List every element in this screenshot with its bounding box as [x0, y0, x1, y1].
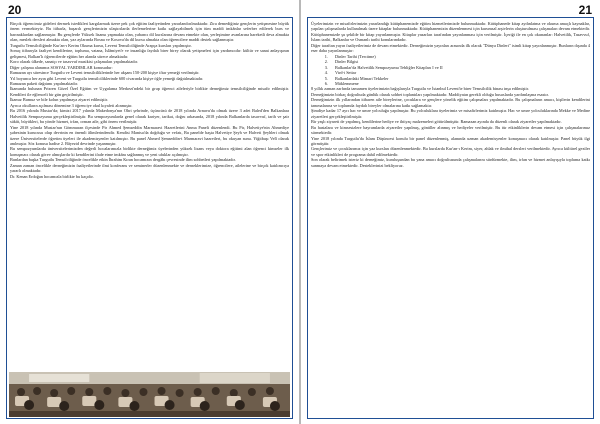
body-paragraph: Bir yaşlı ziyareti de yapılmış, kendilerine hediye ve ihtiyaç malzemeleri götürülmüştür. Ramazan ayında da düzenli olarak ziyaretler yapılmaktadır.	[311, 119, 562, 125]
list-item: 3. Balkanlar'da Halvetilik Sempozyumu Tebliğler Kitapları I ve II	[329, 65, 590, 70]
body-paragraph: Kütüphanemizde şu şekilde bir kitap yayınlanmıştır. Kitaplar yazarları tarafından yayınlanması için verilmiştir. İçeriği ile en çok okunanlar: Halvetilik, Tasavvuf, İslam tarihi, Balkanlar ve Osmanlı tarihi konularındadır.	[311, 31, 590, 43]
body-paragraph: Bu sempozyumlarda üniversitelerimizden değerli hocalarımızla birlikte derneğimiz üyelerinden yüksek lisans veya doktora eğitimi alan öğrenci kimseler ilk konuşmacı olarak görev almışlardır ki kendilerini ifade etme imkânı sağlanmış ve yeni ufuklar açılmıştır.	[10, 146, 289, 157]
body-paragraph: Derneğimizin ilk yıllarından itibaren aile bireylerine, çocuklara ve gençlere yönelik eğitim çalışmaları yapılmaktadır. Bu çalışmaların amacı, kişilerin kendilerini tanımalarına ve toplumda faydalı bireyler olmalarına katkı sağlamaktır.	[311, 97, 590, 108]
right-page	[301, 0, 600, 424]
body-paragraph: Bunlardan başka Turgutlu Temsilciliğinde öncelikle etkin İbrahim Kıran hocamızın dergâhı çevresinde ilim sohbetleri yapılmaktadır.	[10, 157, 236, 163]
body-paragraph: Yine 2018 yılında Turgutlu'da İslam Düşüncesi konulu bir panel düzenlenmiş, alanında uzman akademisyenler konuşmacı olarak katılmıştır. Panel büyük ilgi görmüştür.	[311, 135, 590, 146]
body-paragraph: Ramazan paketi dağıtımı yapılmaktadır.	[10, 80, 78, 86]
publications-list	[311, 54, 590, 87]
page-number-right: 21	[578, 3, 592, 17]
left-page	[0, 0, 299, 424]
body-paragraph: Diğer çalışma alanımız SOSYAL YARDIMLAR konusudur:	[10, 64, 113, 70]
body-paragraph: Birçok öğrencimiz gideleri dermek istedikleri kargılarmak üzere pek çok eğitim faaliyetinden yararlandırılmaktadır. Zira demediğiniz gençlerin yetişmesine büyük önem vermekteyiz. Bu itibarla, başarılı gençlerimizin ulaştırılarda ilerlemelerine katkı sağlayabilmek için tüm maddi imkânlar seferber edilerek burs ve barınaklardan sağlanmıştır. Bu gençlerde Yüksek lisansı yapmakta olan, yabancı dil kurslarına devam etmekte olan, yerleşimine avanlarına hareketli deva almakta olan, meslek dersleri almakta olan, yaz aylarında Bosna ve Kosova'da dil kursu almakta olan öğrencilere maddi destek sağlanmıştır.	[10, 21, 289, 43]
left-text-frame	[6, 17, 293, 419]
list-item: 5. Balkanlardaki Mimari Tekkeler	[329, 76, 590, 81]
body-paragraph: Ayrıca okulların açılması dönemine 3 öğrenciye okul kıyafeti alınmıştır.	[10, 102, 133, 108]
audience-photo	[9, 372, 290, 417]
list-item: 6. Müklemmene	[329, 81, 590, 86]
body-paragraph: Bu 2016 yılında Mustar'da; kimizi 2017 yılında Makedonya'nın Ohri şehrinde, üçüncüsü de 2018 yılında Arnavu'da olmak üzere 3 adet Baled'den Balkanlara Halvetilik Sempozyumu gerçekleştirilmiştir. Bu sempozyumlarda genel olarak kariyer, tarikat, doğru arkasında, 2018 yılında Balkanlarda tasavvuf, tarih ve şair sükût, büyükleri, bu yönde hizmet, irfan, orman aile, gibi önem verilmiştir.	[10, 108, 289, 125]
page-number-left: 20	[8, 3, 22, 17]
body-paragraph: Yıl boyunca her ayın gibi Levent ve Turgutlu temsilciliklerinde 600 civarında kişiye öğle yemeği dağıtılmaktadır.	[10, 75, 204, 81]
body-paragraph: İkamında bulunan Prizren Gözel Özel Eğitim ve Uygulama Merkezi'ndeki bir grup öğrenci aileleriyle birlikte derneğimiz temsilciliğinde misafir edilmiştir. Kendileri ile eğlenceli bir gün geçirilmiştir.	[10, 86, 289, 97]
body-paragraph: Turgutlu Temsilciliğinde Kur'an-ı Kerim Okuma kursu, Levent Temsilciliğinde Arapça kursları yapılmıştır.	[10, 42, 192, 48]
body-paragraph: Gençlerimiz ve çocuklarımız için yaz kursları düzenlenmektedir. Bu kurslarda Kur'an-ı Kerim, siyer, ahlak ve ilmihal dersleri verilmektedir. Ayrıca kültürel geziler ve spor etkinlikleri de programa dahil edilmektedir.	[311, 146, 590, 157]
body-paragraph: Koro olarak ülkede, sanatçı ve tasavvuf musikisi çalışmaları yapılmaktadır.	[10, 59, 138, 65]
body-paragraph: Derneğimizin birkaç doğrultuda günlük olarak sohbet toplantıları yapılmaktadır. Maddiyatın gerekli olduğu hususlarda yardımlaşma esastır.	[311, 91, 549, 97]
body-paragraph: İkamız Bumuz ve bile kolun yapılmaya ziyaret edilmiştir.	[10, 97, 108, 103]
list-item: 2. Dinler Bilgisi	[329, 59, 590, 64]
body-paragraph: Bu hastalara ve kimsesizlere bayramlarda ziyaretler yapılmış, gönüller alınmış ve hediyeler verilmiştir. Bu tür etkinliklerin devam etmesi için çalışmalarımız sürmektedir.	[311, 124, 590, 136]
right-text-frame	[307, 17, 594, 419]
body-paragraph: 8 yıllık zaman zarfında tamamen üyelerimizin bağışlarıyla Turgutlu ve İstanbul Levent'te birer Temsilcilik binası inşa edilmiştir.	[311, 86, 529, 92]
audience-photo-graphic	[9, 372, 290, 417]
body-paragraph: Şimdiye kadar 17 ayrı hac ve umre yolculuğu yapılmıştır. Bu yolculuklara üyelerimiz ve misafirlerimiz katılmıştır. Hac ve umre yolculuklarında Mekke ve Medine ziyaretleri gerçekleştirilmiştir.	[311, 108, 590, 119]
body-paragraph: Diğer taraftan yayın faaliyetlerimiz de devam etmektedir. Derneğimizin yayınları arasında ilk olarak "Dünya Dinleri" isimli kitap yayınlanmıştır. Bunların dışında 4 eser daha yayınlanmıştır:	[311, 42, 590, 54]
list-item: 1. Dinler Tarihi (Tercüme)	[329, 54, 590, 59]
body-paragraph: Dr. Kenan Erdoğan hocamızla birlikte bu kaçıdır.	[10, 173, 94, 179]
body-paragraph: Ramazan ayı süresince Turgutlu ve Levent temsilciliklerinde her akşam 150-200 kişiye iftar yemeği verilmiştir.	[10, 70, 200, 76]
body-paragraph: Son olarak belirtmek isteriz ki derneğimiz, kuruluşundan bu yana amacı doğrultusunda çalışmalarını sürdürmekte, ilim, irfan ve hizmet anlayışıyla topluma katkı sunmaya devam etmektedir. Desteklerinizi bekliyoruz.	[311, 157, 590, 168]
body-paragraph: Yine 2018 yılında Mustar'nın Gömmuran ilçesinde Pir Ahmed Şemseddin Marmaravi Hazretlerini Anma Paneli düzenlendi. Bu Pir, Halvetiye'nin Ahmediye şubesinin kurucusu olup devrinin en önemli âlimlerindendir. Kendisi Manisa'da doğduğu ve vefatı, Bu panelde başta Halvetiye Şeyh ve Halveti Şeyhleri olmak üzere Üniversitelerde öğretim üyeleri ile akademisyenler katılmıştır. Bu panel Ahmed Şemseddin-i Marmaravi hazretleri, bu okuyan sunu. Yiğitbaşı Velî olarak anılmıştır. Söz konusu hadise 2. Bâyezid devrinde yaşanmıştır.	[10, 124, 289, 146]
body-paragraph: Zaman zaman öncelikle derneğimizin faaliyetlerinde ilmi konferans ve seminerler düzenlenmekte ve derneklerimize, öğrencilere, ailelerine ve birçok katılımcıya yararlı olmaktadır.	[10, 162, 289, 174]
body-paragraph: Üyelerimizin ve misafirlerimizin yararlandığı kütüphanemizde eğitim hizmetlerimizde bulunmaktadır. Kütüphanede kitap aydınlatma ve okuma amaçlı kaynaklar, yapılan çalışmalarda kullanılmak üzere kitaplar bulunmaktadır. Kütüphanemizin düzenlenmesi için kurumsal arşivlerin oluşturulması çalışmaları devam etmektedir.	[311, 21, 590, 32]
body-paragraph: Sonuç itibarıyla faaliyet kendilerine, topluma, vatana, İslâmiyet'e ve insanlığa faydalı birer birey olarak yetişmeleri için yardımcıdır: kültür ve sanat anlayışının gelişmesi, Balkan'lı öğrencilerde eğitim her alanda sürece almaktadır.	[10, 48, 289, 59]
list-item: 4. Vird-i Settar	[329, 70, 590, 75]
